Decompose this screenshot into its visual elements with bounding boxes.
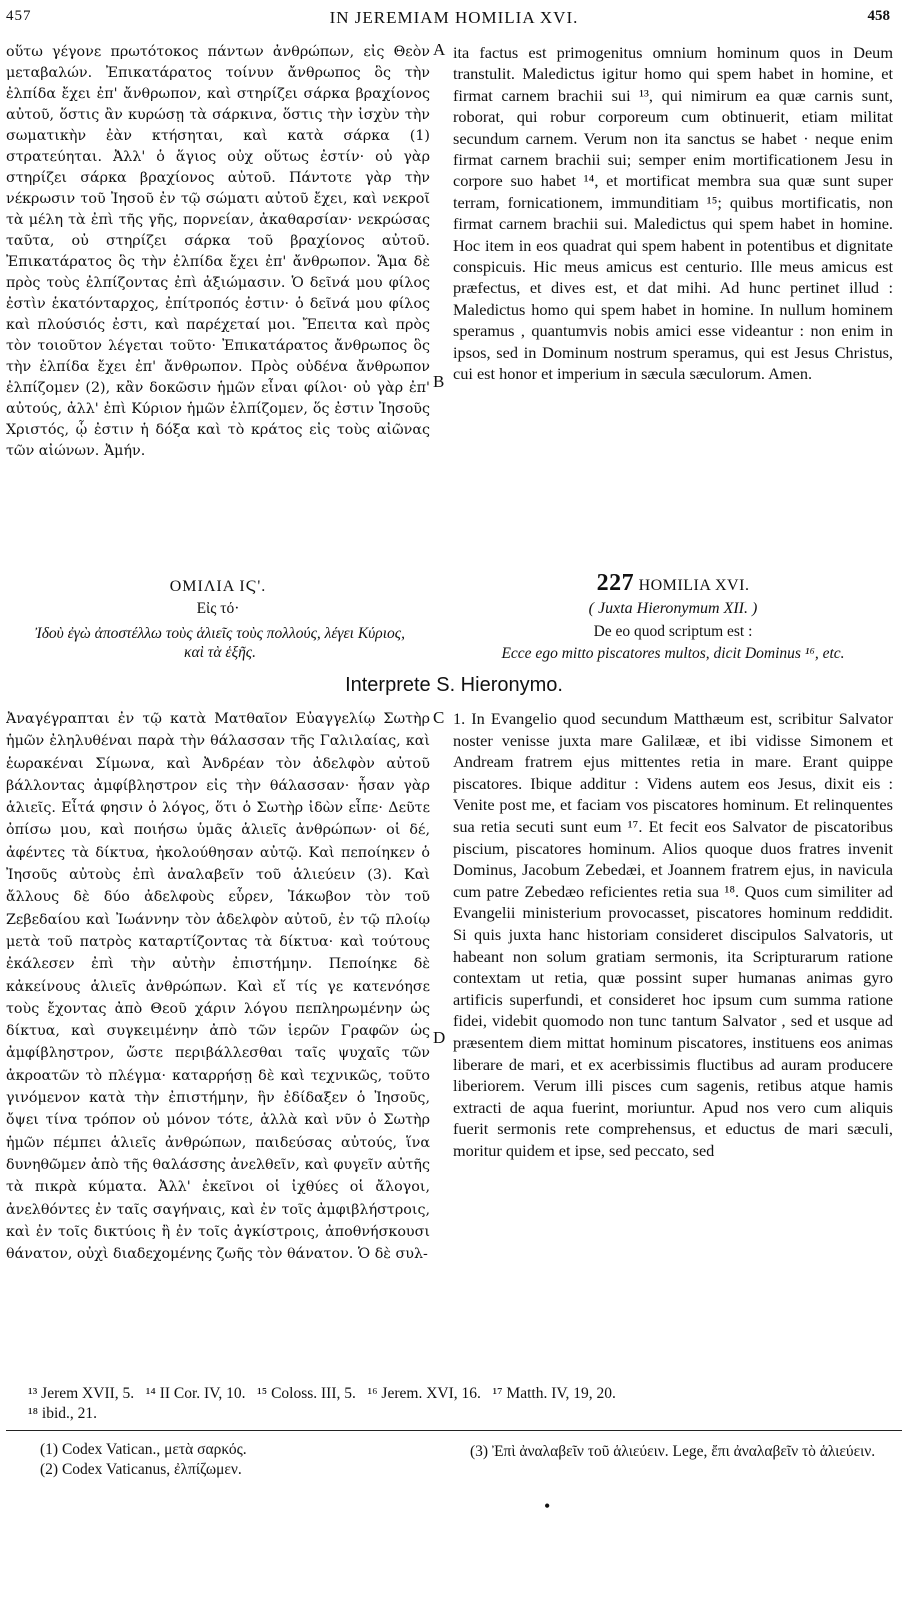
greek-column-body [6,708,430,1378]
latin-column-body [453,708,893,1378]
latin-column-top [453,42,893,562]
greek-homily-title: ΟΜΙΛΙΑ ΙϚ'. [169,578,267,595]
greek-homily-incipit: Ἰδοὺ ἐγὼ ἀποστέλλω τοὺς ἁλιεῖς τοὺς πολλούς, λέγει Κύριος, καὶ τὰ ἑξῆς. [35,625,405,661]
margin-letter-d: D [433,1028,446,1047]
page-bullet: • [544,1496,551,1516]
greek-homily-subtitle: Εἰς τό· [196,600,240,617]
footnote-left-2: (2) Codex Vaticanus, ἐλπίζωμεν. [40,1461,242,1478]
latin-homily-number: 227 [596,570,635,596]
interpreter-line: Interprete S. Hieronymo. [345,674,563,696]
footnote-rule [6,1430,902,1431]
scripture-footnotes: ¹³ Jerem XVII, 5. ¹⁴ II Cor. IV, 10. ¹⁵ Coloss. III, 5. ¹⁶ Jerem. XVI, 16. ¹⁷ Matth. IV, 19, 20. [28,1385,616,1402]
footnote-right-1: (3) Ἐπὶ ἀναλαβεῖν τοῦ ἁλιεύειν. Lege, ἔπι ἀναλαβεῖν τὸ ἁλιεύειν. [470,1443,876,1460]
latin-text-body: 1. In Evangelio quod secundum Matthæum est, scribitur Salvator noster venisse juxta mare Galilææ, et ibi vidisse Simonem et Andream fratrem ejus mittentes retia in mare. Erant quippe piscatores. Ibique additur : Videns autem eos Jesus, dixit eis : Venite post me, et faciam vos piscatores hominum. Et relinquentes sua retia secuti sunt eum ¹⁷. Et fecit eos Salvator de piscatoribus piscium, piscatores hominum. Alios quoque duos fratres invenit Dominus, Jacobum Zebedæi, et Joannem fratrem ejus, in navicula cum patre Zebedæo reficientes retia sua ¹⁸. Quos cum similiter ad Evangelii ministerium provocasset, piscatores hominum reddidit. Si quis juxta hanc historiam consideret discipulos Salvatoris, ut habeant non solum gratiam sermonis, ita Scripturarum ratione contextam ut retia, quæ possint super humanas animas gyro artificis superfundi, et consideret hoc ipsum cum summa ratione fidei, videbit quomodo non tunc tantum Salvator , sed et usque ad præsentem diem mittat hominum piscatores, instituens eos animas liberare de mari, et ex acerbissimis fluctibus ad auram producere liberiorem. Verum illi pisces cum sagenis, retibus atque hamis extracti de aqua fuerint, moriuntur. Apud nos vero cum aliquis fuerit sermonis rete comprehensus, et eductus de mari sæculi, moritur quidem et ipse, sed peccato, sed [453,709,893,1160]
greek-text-body: Ἀναγέγραπται ἐν τῷ κατὰ Ματθαῖον Εὐαγγελίῳ Σωτὴρ ἡμῶν ἐληλυθέναι παρὰ τὴν θάλασσαν τῆς Γαλιλαίας, καὶ ἑωρακέναι Σίμωνα, καὶ Ἀνδρέαν τὸν ἀδελφὸν αὐτοῦ βάλλοντας ἀμφίβληστρον εἰς τὴν θάλασσαν· ἦσαν γὰρ ἁλιεῖς. Εἶτά φησιν ὁ λόγος, ὅτι ὁ Σωτὴρ ἰδὼν εἶπε· Δεῦτε ὀπίσω μου, καὶ ποιήσω ὑμᾶς ἁλιεῖς ἀνθρώπων· οἱ δέ, ἀφέντες τὰ δίκτυα, ἠκολούθησαν αὐτῷ. Καὶ πεποίηκεν ὁ Ἰησοῦς αὐτοὺς ἐπὶ ἀναλαβεῖν τοῦ ἁλιεύειν (3). Καὶ ἄλλους δὲ δύο ἀδελφοὺς εὗρεν, Ἰάκωβον τὸν τοῦ Ζεβεδαίου καὶ Ἰωάννην τὸν ἀδελφὸν αὐτοῦ, ἐν τῷ πλοίῳ μετὰ τοῦ πατρὸς καταρτίζοντας τὰ δίκτυα· καὶ τούτους ἐκάλεσεν ἐπὶ τὴν αὐτὴν ἐπιστήμην. Πεποίηκε δὲ κἀκείνους ἁλιεῖς ἀνθρώπων. Καὶ εἴ τίς γε κατενόησε τοὺς ἔχοντας ἀπὸ Θεοῦ χάριν λόγου πεπληρωμένην ὡς δίκτυα, καὶ συγκειμένην ἀπὸ τῶν ἱερῶν Γραφῶν ὡς ἀμφίβληστρον, ὥστε περιβάλλεσθαι ταῖς ψυχαῖς τῶν ἀκροατῶν τὸ πλέγμα· καταρρήσῃ δὲ καὶ τεχνικῶς, τοῦτο γινόμενον κατὰ τὴν ἐπιστήμην, ἣν ἐδίδαξεν ὁ Ἰησοῦς, ὄψει τίνα τρόπον οὐ μόνον τότε, ἀλλὰ καὶ νῦν ὁ Σωτὴρ ἡμῶν πέμπει ἁλιεῖς ἀνθρώπων, παιδεύσας αὐτούς, ἵνα δυνηθῶμεν ἀπὸ τῆς θαλάσσης ἀνελθεῖν, καὶ φυγεῖν αὐτῆς τὰ πικρὰ κύματα. Ἀλλ' ἐκεῖνοι οἱ ἰχθύες οἱ ἄλογοι, ἀνελθόντες ἐν ταῖς σαγήναις, καὶ ἐν τοῖς ἀμφιβλήστροις, καὶ ἐν τοῖς δικτύοις ἢ ἐν τοῖς ἀγκίστροις, ἀποθνήσκουσι θάνατον, οὐχὶ διαδεχομένης ζωῆς τὸν θάνατον. Ὁ δὲ συλ- [6,711,430,1263]
margin-letter-b: B [433,372,445,391]
latin-homily-title [453,570,893,597]
latin-text-top: ita factus est primogenitus omnium hominum quos in Deum transtulit. Maledictus igitur homo qui spem habet in homine, et firmat carnem brachii sui ¹³, qui nimirum ea quæ carnis sunt, roborat, qui robur corporeum cum obtinuerit, etiam militat secundum carnem. Verum non ita sanctus se habet · neque enim firmat carnem brachii sui; semper enim mortificationem Jesu in corpore suo habet ¹⁴, et mortificat membra sua quæ sunt super terram, fornicationem, immunditiam ¹⁵; quibus mortificatis, non firmat carnem brachii sui. Maledictus qui spem habet in homine. Hoc item in eos quadrat qui spem habent in potentibus et dignitate conspicuis. Hic meus amicus est centurio. Ille meus amicus est præfectus, et dives est, et dat mihi. Ad hunc pertinet illud : Maledictus homo qui spem habet in homine. In nullum hominem speramus , quantumvis nobis amici esse videantur : non enim in ipsos, sed in Dominum nostrum speramus, qui est Jesus Christus, cui est honor et imperium in sæcula sæculorum. Amen. [453,43,893,384]
margin-letter-a: A [433,40,446,59]
greek-column-top [6,42,430,562]
greek-text-top: οὕτω γέγονε πρωτότοκος πάντων ἀνθρώπων, εἰς Θεὸν μεταβαλών. Ἐπικατάρατος τοίνυν ἄνθρωπος ὃς τὴν ἐλπίδα ἔχει ἐπ' ἄνθρωπον, καὶ στηρίζει σάρκα βραχίονος αὐτοῦ, ὅστις ἂν κυρώσῃ τὰ σάρκινα, ὅστις τὴν ἰσχὺν τὴν σωματικὴν ἐὰν κτήσηται, καὶ κατὰ σάρκα (1) στρατεύηται. Ἀλλ' ὁ ἅγιος οὐχ οὕτως ἐστίν· οὐ γὰρ στηρίζει σάρκα βραχίονος αὐτοῦ. Πάντοτε γὰρ τὴν νέκρωσιν τοῦ Ἰησοῦ ἐν τῷ σώματι αὐτοῦ ἔχει, καὶ νεκροῖ τὰ μέλη τὰ ἐπὶ τῆς γῆς, πορνείαν, ἀκαθαρσίαν· νεκρώσας ταῦτα, οὐ στηρίζει σάρκα τοῦ βραχίονος αὐτοῦ. Ἐπικατάρατος ὃς τὴν ἐλπίδα ἔχει ἐπ' ἄνθρωπον. Ἅμα δὲ πρὸς τοὺς ἐλπίζοντας ἐπὶ ἀξιώμασιν. Ὁ δεῖνά μου φίλος ἐστὶν ἑκατόνταρχος, ἐπίτροπός ἐστιν· ὁ δεῖνά μου φίλος καὶ πλούσιός ἐστι, καὶ παρέχεταί μοι. Ἔπειτα καὶ πρὸς τὸν τοιοῦτον λέγεται τοῦτο· Ἐπικατάρατος ἄνθρωπος ὃς τὴν ἐλπίδα ἔχει ἐπ' ἄνθρωπον. Πρὸς οὐδένα ἄνθρωπον ἐλπίζομεν (2), κἂν δοκῶσιν ἡμῶν εἶναι φίλοι· οὐ γὰρ ἐπ' αὐτούς, ἀλλ' ἐπὶ Κύριον ἡμῶν ἐλπίζομεν, ὅς ἐστιν Ἰησοῦς Χριστός, ᾧ ἐστιν ἡ δόξα καὶ τὸ κράτος εἰς τοὺς αἰῶνας τῶν αἰώνων. Ἀμήν. [6,44,430,459]
page-number-left: 457 [6,8,32,24]
latin-homily-title-text: HOMILIA XVI. [638,577,750,594]
latin-homily-subtitle: ( Juxta Hieronymum XII. ) [588,600,758,617]
page-number-right: 458 [867,8,890,24]
latin-homily-incipit [453,644,893,664]
latin-homily-line: De eo quod scriptum est : [593,623,753,640]
footnote-left-1: (1) Codex Vatican., μετὰ σαρκός. [40,1441,247,1458]
running-header [0,2,908,28]
scripture-footnotes-2: ¹⁸ ibid., 21. [28,1405,98,1422]
margin-letter-c: C [433,708,445,727]
running-title: IN JEREMIAM HOMILIA XVI. [329,8,579,27]
latin-incipit-text: Ecce ego mitto piscatores multos, dicit Dominus ¹⁶, etc. [501,645,845,662]
